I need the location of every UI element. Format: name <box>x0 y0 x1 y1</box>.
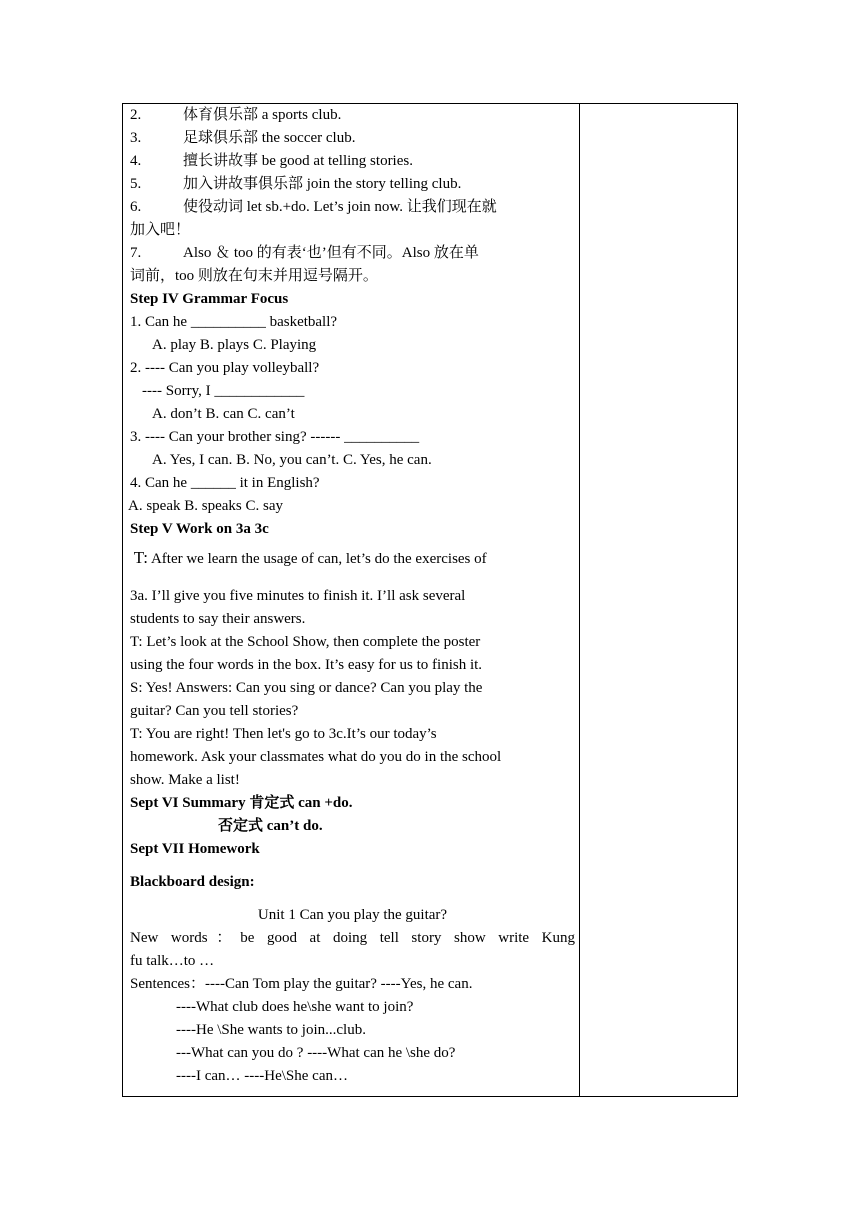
summary-heading: Sept VI Summary 肯定式 can +do. <box>130 795 353 811</box>
question-2-reply: ---- Sorry, I ____________ <box>142 383 305 399</box>
list-item <box>130 242 575 265</box>
list-item-continuation: 词前，too 则放在句末并用逗号隔开。 <box>130 268 378 284</box>
list-item <box>130 150 575 173</box>
step5-line: using the four words in the box. It’s easy for us to finish it. <box>130 657 483 673</box>
blackboard-title: Unit 1 Can you play the guitar? <box>257 907 448 923</box>
item-text: 加入讲故事俱乐部 join the story telling club. <box>183 176 462 192</box>
list-item <box>130 104 575 127</box>
sentence-line: ----He \She wants to join...club. <box>176 1022 366 1038</box>
lesson-content-cell <box>130 104 575 1088</box>
question-2-options: A. don’t B. can C. can’t <box>152 406 295 422</box>
step5-line: homework. Ask your classmates what do you do in the school <box>130 749 502 765</box>
item-text: 足球俱乐部 the soccer club. <box>183 130 356 146</box>
question-1-options: A. play B. plays C. Playing <box>152 337 317 353</box>
item-number: 7. <box>130 245 142 261</box>
item-text: 擅长讲故事 be good at telling stories. <box>183 153 413 169</box>
list-item <box>130 127 575 150</box>
item-text: 使役动词 let sb.+do. Let’s join now. 让我们现在就 <box>183 199 497 215</box>
list-item-continuation: 加入吧！ <box>130 222 191 238</box>
step5-line: students to say their answers. <box>130 611 306 627</box>
sentence-line: ----I can… ----He\She can… <box>176 1068 348 1084</box>
grammar-heading: Step IV Grammar Focus <box>130 291 289 307</box>
new-words-line: New words：be good at doing tell story show write Kung <box>130 930 575 946</box>
item-number: 4. <box>130 153 142 169</box>
step5-heading: Step V Work on 3a 3c <box>130 521 269 537</box>
step5-line <box>130 541 575 575</box>
question-3-options: A. Yes, I can. B. No, you can’t. C. Yes, he can. <box>152 452 432 468</box>
question-4-options: A. speak B. speaks C. say <box>128 498 283 514</box>
item-number: 5. <box>130 176 142 192</box>
step5-line: S: Yes! Answers: Can you sing or dance? Can you play the <box>130 680 483 696</box>
step5-line: 3a. I’ll give you five minutes to finish it. I’ll ask several <box>130 588 466 604</box>
question-4: 4. Can he ______ it in English? <box>130 475 320 491</box>
step5-line: show. Make a list! <box>130 772 240 788</box>
sentences-line: Sentences：----Can Tom play the guitar? ----Yes, he can. <box>130 976 473 992</box>
teacher-label: T: <box>133 548 149 567</box>
item-number: 2. <box>130 107 142 123</box>
item-text: Also ＆ too 的有表‘也’但有不同。Also 放在单 <box>183 245 479 261</box>
step5-line: T: Let’s look at the School Show, then complete the poster <box>130 634 481 650</box>
question-3: 3. ---- Can your brother sing? ------ __________ <box>130 429 420 445</box>
item-number: 3. <box>130 130 142 146</box>
step5-text: After we learn the usage of can, let’s do the exercises of <box>150 551 487 567</box>
sentence-line: ----What club does he\she want to join? <box>176 999 414 1015</box>
step5-line: guitar? Can you tell stories? <box>130 703 299 719</box>
question-1: 1. Can he __________ basketball? <box>130 314 338 330</box>
column-divider <box>579 104 580 1096</box>
question-2: 2. ---- Can you play volleyball? <box>130 360 320 376</box>
step5-line: T: You are right! Then let's go to 3c.It’s our today’s <box>130 726 437 742</box>
summary-negative: 否定式 can’t do. <box>218 818 323 834</box>
blackboard-heading: Blackboard design: <box>130 874 255 890</box>
list-item <box>130 196 575 219</box>
homework-heading: Sept VII Homework <box>130 841 260 857</box>
list-item <box>130 173 575 196</box>
sentence-line: ---What can you do ? ----What can he \she do? <box>176 1045 456 1061</box>
new-words-continuation: fu talk…to … <box>130 953 215 969</box>
item-text: 体育俱乐部 a sports club. <box>183 107 342 123</box>
lesson-table <box>122 103 738 1097</box>
item-number: 6. <box>130 199 142 215</box>
